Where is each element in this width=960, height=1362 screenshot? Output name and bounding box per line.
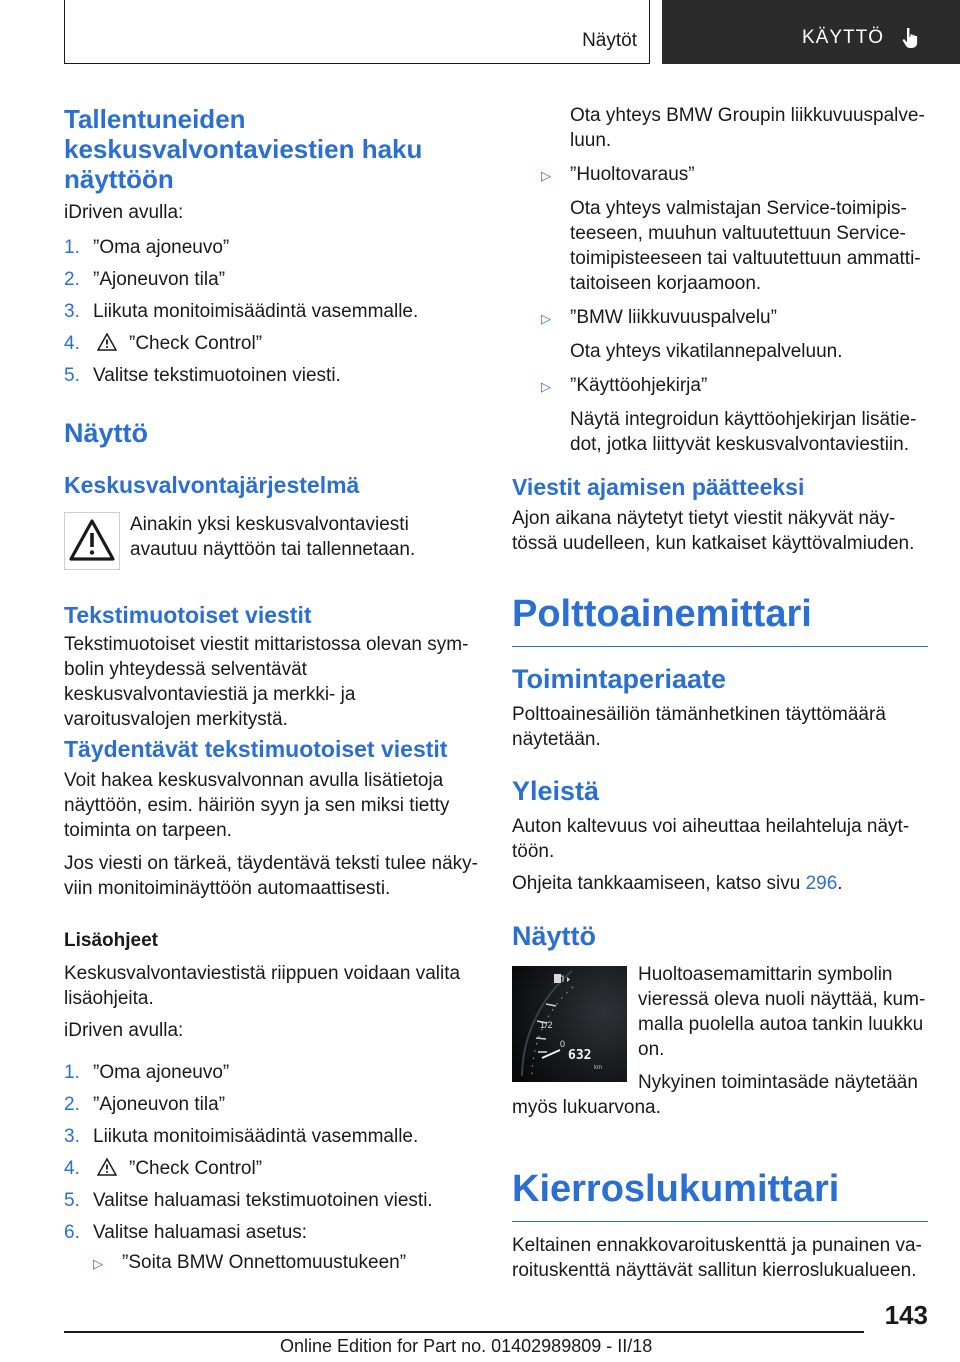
step-number: 4. — [64, 333, 80, 354]
step-text: Liikuta monitoimisäädintä vasemmalle. — [93, 301, 419, 322]
list-item — [541, 407, 928, 457]
step-text: ”Oma ajoneuvo” — [93, 237, 230, 258]
step-text: ”Oma ajoneuvo” — [93, 1062, 230, 1083]
step-number: 5. — [64, 365, 80, 386]
step-number: 3. — [64, 301, 80, 322]
list-item — [541, 162, 928, 188]
header-chapter-tab — [662, 0, 960, 64]
heading-display: Näyttö — [64, 418, 149, 448]
bullet-text: ”Soita BMW Onnettomuustukeen” — [122, 1252, 407, 1273]
list-item — [64, 363, 480, 388]
header-chapter-title: KÄYTTÖ — [801, 27, 884, 48]
hand-pointer-icon — [898, 26, 922, 50]
refuel-reference — [512, 871, 928, 896]
heading-general: Yleistä — [512, 776, 600, 806]
fuel-gauge-image — [512, 966, 627, 1082]
heading-fuel-gauge: Polttoainemittari — [512, 592, 928, 647]
list-item — [64, 1124, 480, 1149]
gauge-range-value: 632 — [568, 1048, 592, 1063]
list-item — [541, 373, 928, 399]
end-of-drive-paragraph: Ajon aikana näytetyt tietyt viestit näkyvät näytössä uudelleen, kun katkaiset käyttövalmiuden. — [512, 508, 915, 554]
footer-divider — [64, 1331, 864, 1333]
list-item — [64, 1060, 480, 1085]
step-text: ”Check Control” — [129, 1158, 263, 1179]
heading-supplementary-messages: Täydentävät tekstimuotoiset viestit — [64, 736, 448, 762]
heading-display: Näyttö — [512, 921, 597, 951]
warning-triangle-icon — [64, 512, 120, 570]
triangle-bullet-icon: ▷ — [541, 168, 551, 183]
step-number: 6. — [64, 1222, 80, 1243]
step-text: Valitse tekstimuotoinen viesti. — [93, 365, 341, 386]
step-number: 1. — [64, 1062, 80, 1083]
header-section-box — [64, 0, 650, 64]
refuel-period: . — [837, 873, 843, 894]
step-text: ”Check Control” — [129, 333, 263, 354]
list-item — [64, 331, 480, 356]
step-text: ”Ajoneuvon tila” — [93, 269, 226, 290]
step-text: Valitse haluamasi asetus: — [93, 1222, 308, 1243]
step-number: 2. — [64, 1094, 80, 1115]
heading-end-of-drive-messages: Viestit ajamisen päätteeksi — [512, 474, 805, 500]
list-item — [64, 1220, 480, 1245]
triangle-bullet-icon: ▷ — [93, 1256, 103, 1271]
refuel-text: Ohjeita tankkaamiseen, katso sivu — [512, 873, 806, 894]
footer-edition: Online Edition for Part no. 01402989809 - II/18 — [280, 1336, 653, 1356]
supplementary-paragraph-2: Jos viesti on tärkeä, täydentävä teksti tulee näkyviin monitoiminäyttöön automaattisesti. — [64, 853, 478, 899]
idrive-intro-2: iDriven avulla: — [64, 1020, 184, 1041]
step-number: 1. — [64, 237, 80, 258]
warning-triangle-icon — [97, 333, 117, 351]
list-item — [93, 1250, 480, 1276]
bullet-title: ”BMW liikkuvuuspalvelu” — [570, 307, 777, 328]
step-text: ”Ajoneuvon tila” — [93, 1094, 226, 1115]
bullet-description: Ota yhteys valmistajan Service-toimipisteeseen, muuhun valtuutettuun Service-toimipisteeseen tai valtuutettuun ammattitaitoiseen korjaamoon. — [570, 198, 921, 294]
tachometer-paragraph: Keltainen ennakkovaroituskenttä ja punainen varoituskenttä näyttävät sallitun kierroslukualueen. — [512, 1235, 922, 1281]
text-messages-paragraph: Tekstimuotoiset viestit mittaristossa olevan symbolin yhteydessä selventävät keskusvalvontaviestiä ja merkki- ja varoitusvalojen merkitystä. — [64, 634, 469, 730]
page-number: 143 — [884, 1300, 928, 1330]
gauge-half-label: 1/2 — [540, 1020, 553, 1030]
display-paragraph-1: Huoltoasemamittarin symbolin vieressä oleva nuoli näyttää, kummalla puolella autoa tankin luukku on. — [638, 964, 926, 1060]
step-number: 2. — [64, 269, 80, 290]
step-text: Valitse haluamasi tekstimuotoinen viesti. — [93, 1190, 433, 1211]
display-paragraph-2a: Nykyinen toimintasäde näytetään — [638, 1072, 918, 1093]
additional-instructions-paragraph: Keskusvalvontaviestistä riippuen voidaan valita lisäohjeita. — [64, 963, 461, 1009]
list-item — [64, 267, 480, 292]
bullet-title: ”Huoltovaraus” — [570, 164, 695, 185]
gauge-zero-label: 0 — [560, 1039, 566, 1049]
step-text: Liikuta monitoimisäädintä vasemmalle. — [93, 1126, 419, 1147]
triangle-bullet-icon: ▷ — [541, 379, 551, 394]
list-item — [64, 1188, 480, 1213]
bullet-title: ”Käyttöohjekirja” — [570, 375, 708, 396]
warning-triangle-icon — [97, 1158, 117, 1176]
step-number: 3. — [64, 1126, 80, 1147]
step-number: 4. — [64, 1158, 80, 1179]
check-control-system-text: Ainakin yksi keskusvalvontaviesti avautuu näyttöön tai tallennetaan. — [130, 514, 416, 560]
contact-mobility-paragraph: Ota yhteys BMW Groupin liikkuvuuspalveluun. — [570, 105, 925, 151]
bullet-description: Näytä integroidun käyttöohjekirjan lisätiedot, jotka liittyvät keskusvalvontaviestiin. — [570, 409, 917, 455]
heading-additional-instructions: Lisäohjeet — [64, 930, 158, 951]
heading-check-control-system: Keskusvalvontajärjestelmä — [64, 472, 360, 498]
list-item — [64, 1092, 480, 1117]
step-number: 5. — [64, 1190, 80, 1211]
option-bullet-list — [541, 162, 928, 457]
list-item — [541, 196, 928, 296]
bullet-description: Ota yhteys vikatilannepalveluun. — [570, 341, 843, 362]
list-item — [64, 235, 480, 260]
heading-principle: Toimintaperiaate — [512, 664, 727, 694]
header-section-title: Näytöt — [582, 30, 637, 51]
list-item — [541, 339, 928, 364]
supplementary-paragraph-1: Voit hakea keskusvalvonnan avulla lisätietoja näyttöön, esim. häiriön syyn ja sen miksi tietty toiminta on tarpeen. — [64, 770, 450, 841]
principle-paragraph: Polttoainesäiliön tämänhetkinen täyttömäärä näytetään. — [512, 704, 886, 750]
page-reference-link[interactable]: 296 — [805, 873, 838, 894]
heading-tachometer: Kierroslukumittari — [512, 1167, 928, 1222]
list-item — [64, 1156, 480, 1181]
list-item — [64, 299, 480, 324]
idrive-intro-1: iDriven avulla: — [64, 202, 184, 223]
gauge-range-unit: km — [594, 1065, 602, 1071]
section-title-saved-messages: Tallentuneiden keskusvalvontaviestien haku näyttöön — [64, 104, 423, 194]
steps-list-2 — [64, 1060, 480, 1252]
display-paragraph-2b: myös lukuarvona. — [512, 1097, 661, 1118]
list-item — [541, 305, 928, 331]
general-paragraph: Auton kaltevuus voi aiheuttaa heilahteluja näyttöön. — [512, 816, 910, 862]
steps-list-1 — [64, 235, 480, 395]
heading-text-messages: Tekstimuotoiset viestit — [64, 602, 312, 628]
triangle-bullet-icon: ▷ — [541, 311, 551, 326]
sub-bullet-list — [93, 1250, 480, 1276]
